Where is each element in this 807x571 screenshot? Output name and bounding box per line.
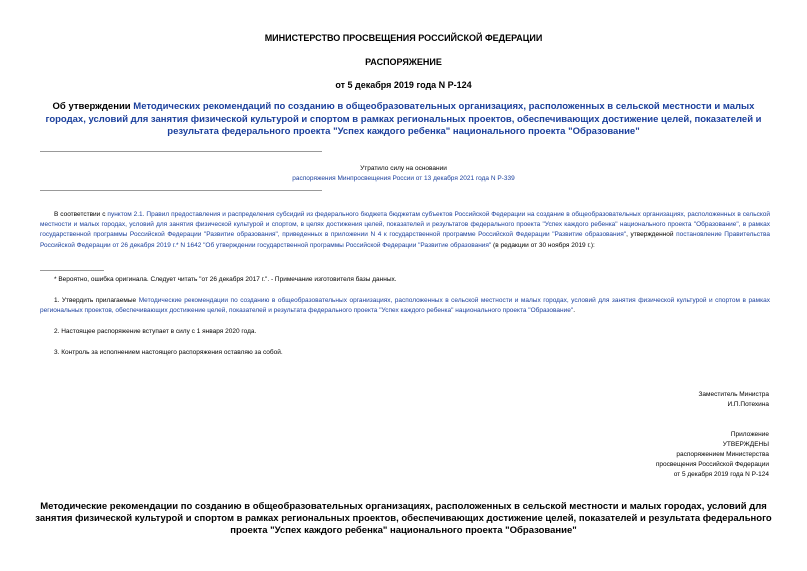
status-link[interactable]: распоряжения Минпросвещения России от 13 декабря 2021 года N Р-339 [292, 175, 515, 182]
intro-text-2: , утвержденной [626, 231, 677, 239]
appendix-date: от 5 декабря 2019 года N Р-124 [673, 471, 769, 478]
item-3 [40, 348, 770, 358]
appendix-by-order: распоряжением Министерства [676, 451, 769, 458]
intro-paragraph [40, 210, 770, 251]
appendix-block [656, 430, 769, 480]
document-type: РАСПОРЯЖЕНИЕ [365, 57, 442, 67]
item-3-text: 3. Контроль за исполнением настоящего распоряжения оставляю за собой. [54, 349, 283, 356]
footnote-text: * Вероятно, ошибка оригинала. Следует читать "от 26 декабря 2017 г.". - Примечание изготовителя базы данных. [54, 276, 397, 283]
divider-top [40, 151, 322, 152]
item-2 [40, 327, 770, 337]
title-link[interactable]: Методических рекомендаций по созданию в общеобразовательных организациях, расположенных в сельской местности и малых городах, условий для занятия физической культурой и спортом в рамках региональных проектов, обеспечивающих достижение целей, показателей и результата федерального проекта "Успех каждого ребенка" национального проекта "Образование" [45, 101, 762, 137]
footnote [40, 275, 397, 285]
intro-link-decree[interactable]: постановление Правительства Российской Федерации от 26 декабря 2019 г.* N 1642 "Об утверждении государственной программы Российской Федерации "Развитие образования" [40, 231, 770, 249]
status-note [0, 164, 807, 184]
document-date: от 5 декабря 2019 года N Р-124 [335, 80, 472, 90]
recommendations-title: Методические рекомендации по созданию в общеобразовательных организациях, расположенных в сельской местности и малых городах, условий для занятия физической культурой и спортом в рамках региональных проектов, обеспечивающих достижение целей, показателей и результата федерального проекта "Успех каждого ребенка" национального проекта "Образование" [35, 501, 772, 536]
intro-text-3: (в редакции от 30 ноября 2019 г.): [491, 241, 595, 249]
appendix-approved: УТВЕРЖДЕНЫ [722, 441, 769, 448]
item-2-text: 2. Настоящее распоряжение вступает в силу с 1 января 2020 года. [54, 328, 257, 335]
document-title [40, 101, 767, 139]
status-line: Утратило силу на основании [360, 165, 447, 172]
appendix-ministry: просвещения Российской Федерации [655, 461, 769, 468]
title-prefix: Об утверждении [52, 101, 134, 112]
signature-name: И.П.Потехина [727, 401, 769, 408]
ministry-heading: МИНИСТЕРСТВО ПРОСВЕЩЕНИЯ РОССИЙСКОЙ ФЕДЕРАЦИИ [264, 33, 543, 43]
item-1-link[interactable]: Методические рекомендации по созданию в общеобразовательных организациях, расположенных в сельской местности и малых городах, условий для занятия физической культурой и спортом в рамках региональных проектов, обеспечивающих достижение целей, показателей и результата федерального проекта "Успех каждого ребенка" национального проекта "Образование" [40, 297, 770, 315]
signature-position: Заместитель Министра [698, 391, 769, 398]
item-1 [40, 296, 770, 316]
footnote-divider [40, 270, 104, 271]
signature-block [699, 390, 770, 410]
appendix-label: Приложение [730, 431, 769, 438]
intro-text-1: В соответствии с [54, 211, 108, 218]
intro-link-rules[interactable]: пунктом 2.1. Правил предоставления и распределения субсидий из федерального бюджета бюджетам субъектов Российской Федерации на создание в общеобразовательных организациях, расположенных в сельской местности и малых городах, условий для занятия физической культурой и спортом, в целях достижения целей, показателей и результатов федерального проекта "Успех каждого ребенка" национального проекта "Образование", в рамках государственной программы Российской Федерации "Развитие образования", приведенных в приложении N 4 к государственной программе Российской Федерации "Развитие образования" [40, 211, 770, 239]
item-1-text: 1. Утвердить прилагаемые [54, 297, 139, 304]
divider-status [40, 190, 322, 191]
item-1-end: . [573, 307, 575, 315]
